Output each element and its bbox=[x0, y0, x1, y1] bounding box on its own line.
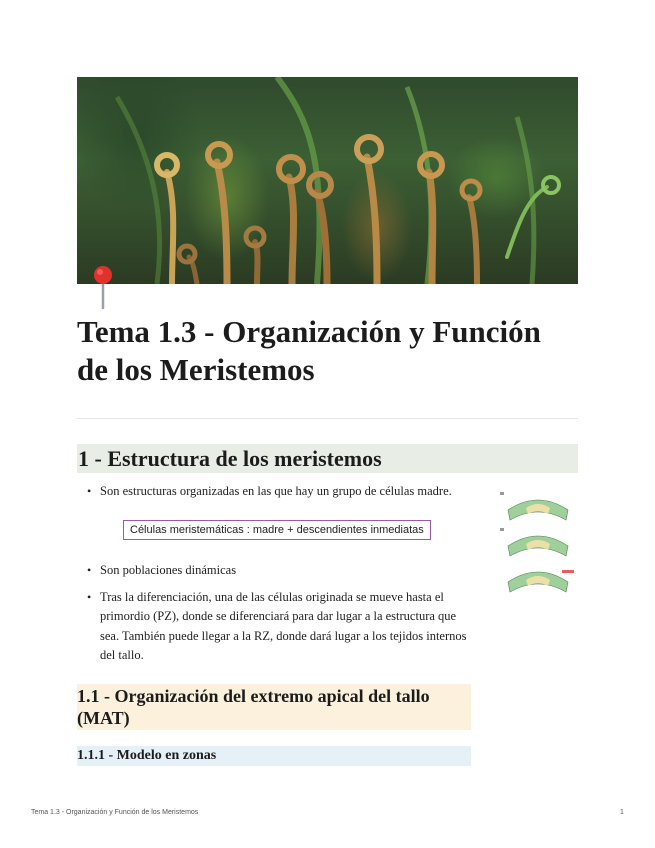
page-number: 1 bbox=[620, 809, 624, 816]
page-title: Tema 1.3 - Organización y Función de los Meristemos bbox=[77, 314, 541, 387]
meristem-diagram-thumbnails bbox=[496, 488, 580, 594]
bullet-list-top bbox=[85, 482, 475, 502]
subsection-heading: 1.1 - Organización del extremo apical del tallo (MAT) bbox=[77, 684, 471, 730]
meristem-diagram-3 bbox=[508, 570, 574, 592]
list-item: • Son estructuras organizadas en las que hay un grupo de células madre. bbox=[85, 482, 475, 502]
list-item: • Tras la diferenciación, una de las células originada se mueve hasta el primordio (PZ), donde se diferenciará para dar lugar a la estructura que sea. También puede llegar a la RZ, donde dará lugar a los tejidos internos del tallo. bbox=[85, 588, 475, 666]
definition-callout: Células meristemáticas : madre + descendientes inmediatas bbox=[123, 520, 431, 540]
subsubsection-heading: 1.1.1 - Modelo en zonas bbox=[77, 746, 471, 766]
meristem-diagram-2 bbox=[500, 528, 568, 556]
fern-fiddleheads-illustration bbox=[77, 77, 578, 284]
divider bbox=[77, 418, 578, 419]
footer-title: Tema 1.3 - Organización y Función de los Meristemos bbox=[31, 809, 199, 816]
bullet-list-bottom bbox=[85, 561, 475, 666]
meristem-diagram-1 bbox=[500, 492, 568, 520]
list-item: • Son poblaciones dinámicas bbox=[85, 561, 475, 581]
section-heading: 1 - Estructura de los meristemos bbox=[77, 444, 578, 473]
cover-image bbox=[77, 77, 578, 284]
pushpin-icon bbox=[90, 264, 116, 310]
